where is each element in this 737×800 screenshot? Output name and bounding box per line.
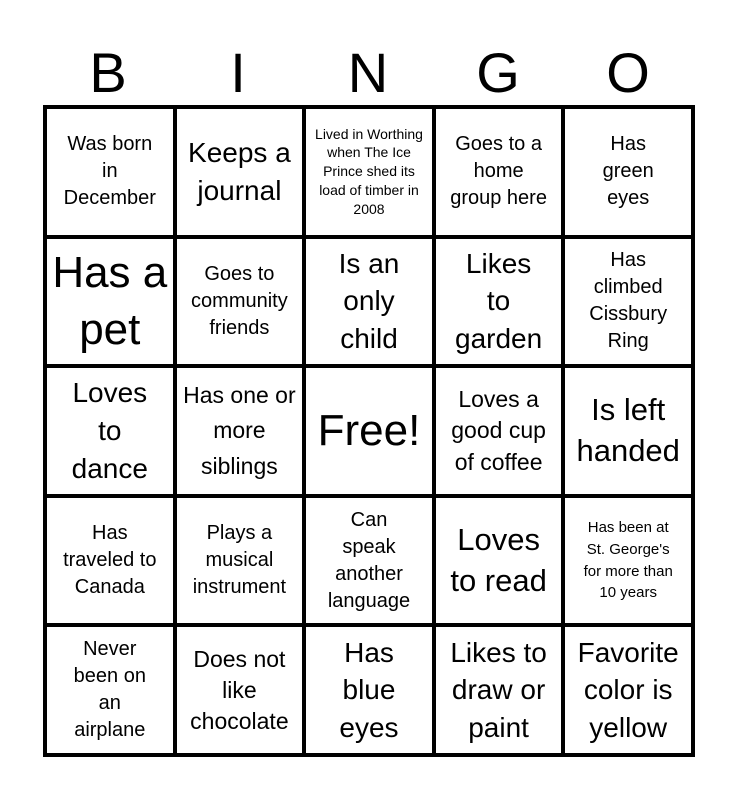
bingo-cell[interactable] [434,366,564,496]
bingo-cell[interactable] [45,366,175,496]
cell-text: Was born in December [63,133,156,210]
bingo-cell[interactable] [304,625,434,755]
cell-text: Plays a musical instrument [192,522,287,599]
cell-text: Goes to a home group here [450,133,547,210]
bingo-cell[interactable] [175,496,305,626]
cell-text: Loves to read [450,521,547,598]
bingo-cell[interactable] [563,237,693,367]
bingo-cell[interactable] [563,107,693,237]
bingo-cell[interactable] [45,237,175,367]
header-letter-g: G [476,41,520,104]
bingo-cell[interactable] [304,496,434,626]
bingo-cell[interactable] [563,366,693,496]
bingo-cell[interactable] [304,107,434,237]
bingo-header [43,40,693,106]
bingo-cell[interactable] [563,625,693,755]
cell-text: Loves a good cup of coffee [451,386,546,475]
bingo-cell[interactable] [563,496,693,626]
bingo-cell[interactable] [45,625,175,755]
cell-text: Does not like chocolate [190,645,289,734]
cell-text: Lived in Worthing when The Ice Prince shed its load of timber in 2008 [315,125,423,218]
cell-text: Is an only child [338,247,400,355]
cell-text: Has been at St. George's for more than 10 years [583,519,673,602]
bingo-cell[interactable] [175,366,305,496]
bingo-cell[interactable] [175,107,305,237]
bingo-cell[interactable] [45,107,175,237]
free-space-label: Free! [317,406,421,456]
cell-text: Has traveled to Canada [63,522,157,599]
cell-text: Keeps a journal [188,137,291,206]
bingo-cell[interactable] [434,496,564,626]
header-letter-b: B [89,41,127,104]
cell-text: Favorite color is yellow [577,636,679,744]
bingo-cell[interactable] [434,107,564,237]
cell-text: Goes to community friends [191,262,288,339]
header-letter-n: N [347,41,389,104]
bingo-cell[interactable] [45,496,175,626]
header-letter-i: I [230,41,246,104]
bingo-board [43,105,695,757]
cell-text: Has green eyes [602,133,654,210]
cell-text: Has a pet [52,248,168,355]
bingo-cell[interactable] [175,237,305,367]
cell-text: Has climbed Cissbury Ring [589,249,668,353]
cell-text: Can speak another language [327,508,411,612]
bingo-cell[interactable] [434,625,564,755]
cell-text: Never been on an airplane [73,638,146,742]
header-letter-o: O [606,41,650,104]
cell-text: Likes to garden [455,247,543,355]
bingo-cell[interactable] [434,237,564,367]
bingo-cell[interactable] [304,237,434,367]
cell-text: Is left handed [576,392,680,468]
cell-text: Has blue eyes [339,636,399,744]
bingo-cell[interactable] [175,625,305,755]
cell-text: Likes to draw or paint [450,636,547,744]
cell-text: Loves to dance [71,377,148,484]
bingo-cell-free[interactable] [304,366,434,496]
cell-text: Has one or more siblings [183,381,296,479]
